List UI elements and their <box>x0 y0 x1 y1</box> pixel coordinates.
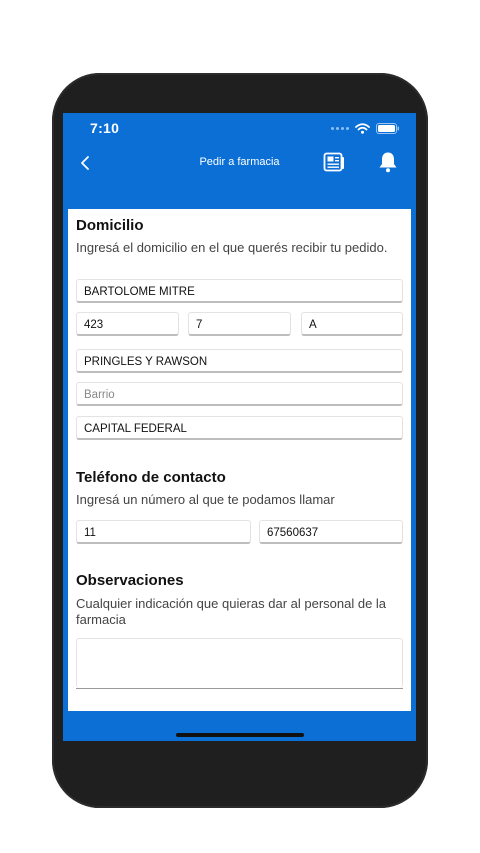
locality-input[interactable]: CAPITAL FEDERAL <box>76 416 403 440</box>
observations-textarea[interactable] <box>76 638 403 688</box>
nav-bar <box>63 143 416 203</box>
newspaper-icon[interactable] <box>323 151 345 173</box>
signal-icon <box>331 127 349 130</box>
observaciones-title: Observaciones <box>76 572 184 589</box>
textarea-underline <box>76 688 403 689</box>
page-title: Pedir a farmacia <box>199 156 280 168</box>
floor-input[interactable]: 7 <box>188 312 291 336</box>
status-bar <box>63 113 416 143</box>
domicilio-title: Domicilio <box>76 217 144 234</box>
telefono-description: Ingresá un número al que te podamos llamar <box>76 492 335 507</box>
street-number-input[interactable]: 423 <box>76 312 179 336</box>
between-streets-input[interactable]: PRINGLES Y RAWSON <box>76 349 403 373</box>
order-form <box>68 209 411 711</box>
domicilio-description: Ingresá el domicilio en el que querés recibir tu pedido. <box>76 240 388 255</box>
observaciones-description: Cualquier indicación que quieras dar al personal de la farmacia <box>76 596 387 627</box>
area-code-input[interactable]: 11 <box>76 520 251 544</box>
status-time: 7:10 <box>90 120 120 136</box>
phone-number-input[interactable]: 67560637 <box>259 520 403 544</box>
app-screen <box>63 113 416 741</box>
telefono-title: Teléfono de contacto <box>76 469 226 486</box>
battery-icon <box>376 123 400 134</box>
wifi-icon <box>355 123 370 134</box>
apartment-input[interactable]: A <box>301 312 403 336</box>
bell-icon[interactable] <box>376 150 400 174</box>
home-indicator[interactable] <box>176 733 304 737</box>
street-input[interactable]: BARTOLOME MITRE <box>76 279 403 303</box>
neighborhood-input[interactable]: Barrio <box>76 382 403 406</box>
status-icons <box>331 121 400 135</box>
